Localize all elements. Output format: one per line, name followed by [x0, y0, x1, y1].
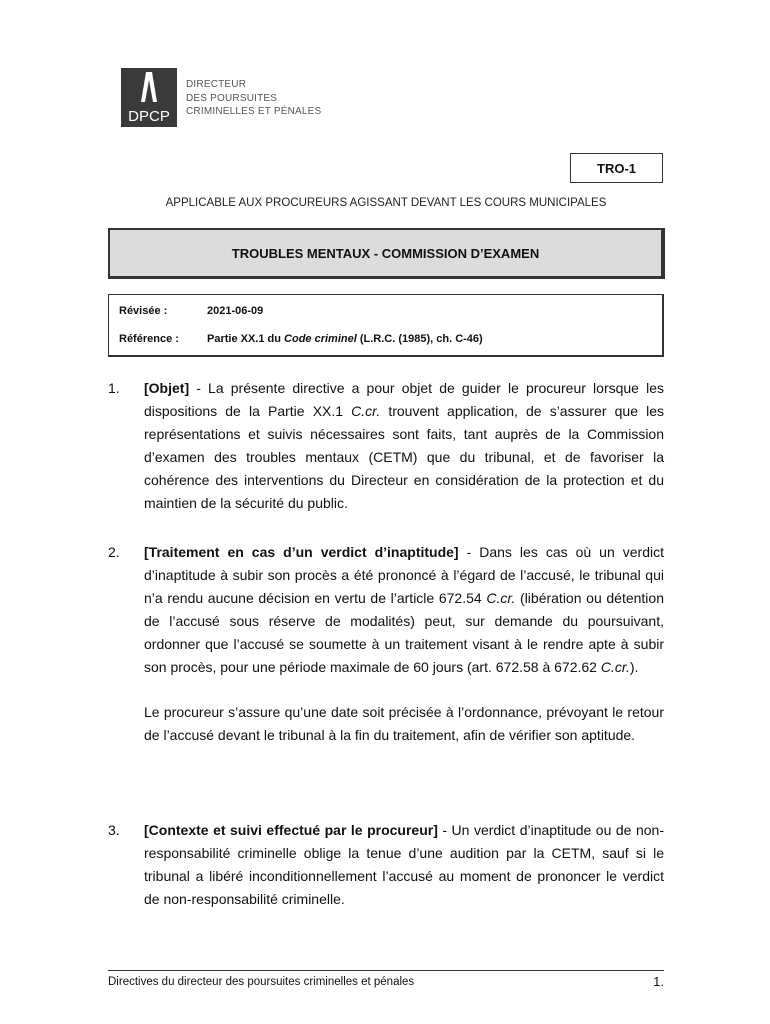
- logo-emblem: [121, 68, 177, 127]
- section-body: [144, 541, 664, 679]
- section-text: (libération ou détention de l’accusé sous réserve de modalités) peut, sur demande du poursuivant, ordonner que l’accusé se soumette à un traitement visant à le rendre apte à subir son procès, pour une période maximale de 60 jours (art. 672.58 à 672.62: [144, 590, 664, 675]
- section-number: 3.: [108, 822, 120, 838]
- section-1: [108, 377, 664, 515]
- reference-value: [207, 333, 483, 345]
- revised-row: [119, 305, 263, 317]
- section-paragraph-2: Le procureur s’assure qu’une date soit précisée à l’ordonnance, prévoyant le retour de l’accusé devant le tribunal à la fin du traitement, afin de vérifier son aptitude.: [144, 704, 664, 743]
- section-text: - La présente directive a pour objet de guider le procureur lorsque les dispositions de la Partie XX.1: [144, 380, 664, 419]
- logo-mark-icon: [141, 72, 157, 102]
- section-3: [108, 819, 664, 911]
- section-heading: [Objet]: [144, 380, 190, 396]
- section-italic: C.cr.: [351, 403, 381, 419]
- section-text: trouvent application, de s’assurer que les représentations et suivis nécessaires sont faits, tant auprès de la Commission d’examen des troubles mentaux (CETM) que du tribunal, et de favoriser la cohérence des interventions du Directeur en considération de la protection et du maintien de la sécurité du public.: [144, 403, 664, 511]
- section-2: [108, 541, 664, 747]
- section-number: 2.: [108, 544, 120, 560]
- reference-citation: (L.R.C. (1985), ch. C-46): [356, 333, 483, 345]
- section-heading: [Contexte et suivi effectué par le procureur]: [144, 822, 438, 838]
- revised-label: Révisée :: [119, 305, 168, 317]
- section-text: ).: [629, 659, 639, 675]
- reference-label: Référence :: [119, 333, 179, 345]
- section-italic: C.cr.: [600, 659, 630, 675]
- footer-text: Directives du directeur des poursuites criminelles et pénales: [108, 976, 415, 988]
- logo-line-2: DES POURSUITES: [186, 92, 278, 104]
- section-text: - Un verdict d’inaptitude ou de non-responsabilité criminelle oblige la tenue d’une audition par la CETM, sauf si le tribunal a libéré inconditionnellement l’accusé au moment de prononcer le verdict de non-responsabilité criminelle.: [144, 822, 664, 907]
- footer-divider: [108, 970, 664, 971]
- reference-part: Partie XX.1 du: [207, 333, 285, 345]
- logo-line-3: CRIMINELLES ET PÉNALES: [186, 106, 322, 117]
- logo-abbreviation: DPCP: [128, 108, 170, 125]
- dpcp-logo: [121, 68, 321, 127]
- section-text: - Dans les cas où un verdict d’inaptitude à subir son procès a été prononcé à l’égard de l’accusé, le tribunal qui n’a rendu aucune décision en vertu de l’article 672.54: [144, 544, 664, 606]
- document-title: TROUBLES MENTAUX - COMMISSION D’EXAMEN: [108, 228, 665, 279]
- section-number: 1.: [108, 380, 120, 396]
- section-body: [144, 819, 664, 911]
- logo-line-1: DIRECTEUR: [186, 79, 247, 90]
- section-italic: C.cr.: [486, 590, 516, 606]
- reference-code-title: Code criminel: [284, 333, 357, 345]
- revision-box: [108, 294, 664, 357]
- reference-row: [119, 333, 483, 345]
- document-code: TRO-1: [570, 153, 663, 183]
- section-heading: [Traitement en cas d’un verdict d’inaptitude]: [144, 544, 459, 560]
- logo-text: [186, 78, 321, 119]
- applicability-line: APPLICABLE AUX PROCUREURS AGISSANT DEVANT LES COURS MUNICIPALES: [165, 197, 607, 209]
- revised-date: 2021-06-09: [207, 305, 264, 317]
- page-number: 1.: [653, 974, 664, 989]
- section-body: [144, 377, 664, 515]
